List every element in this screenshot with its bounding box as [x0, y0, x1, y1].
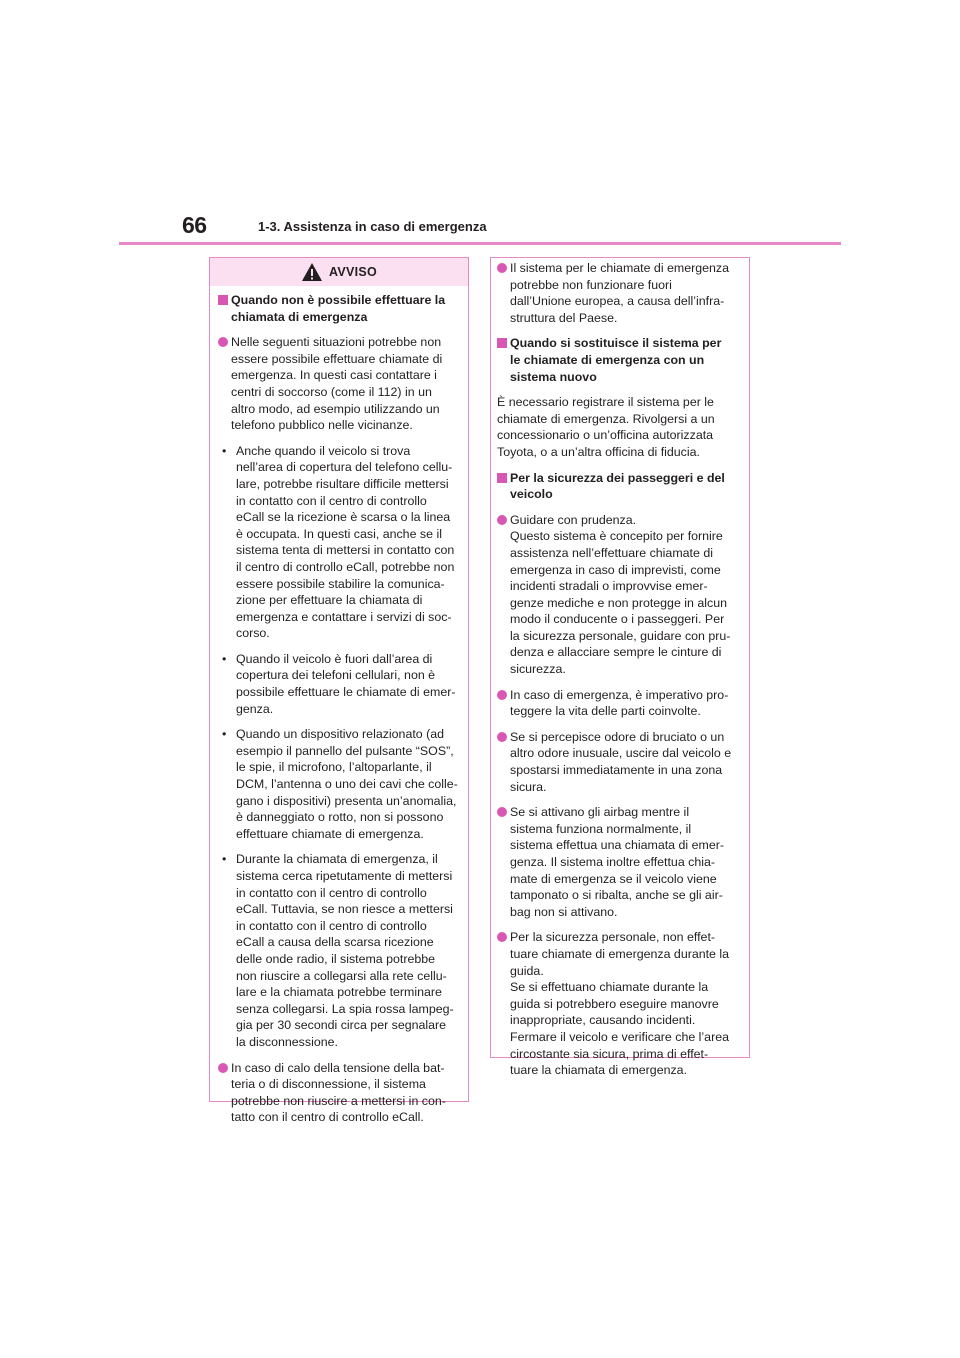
text-line: potrebbe non riuscire a mettersi in con- — [231, 1093, 446, 1108]
square-bullet-icon — [497, 473, 507, 483]
text-line: emergenza. In questi casi contattare i — [231, 368, 437, 383]
text-line: zione per effettuare la chiamata di — [236, 593, 423, 608]
text-line: sistema nuovo — [510, 369, 597, 384]
warning-box-continued — [490, 257, 750, 1078]
item-text — [510, 804, 739, 920]
bullet-item — [218, 726, 458, 842]
circle-item — [497, 260, 739, 326]
heading-replace-system — [497, 335, 739, 385]
item-text — [236, 851, 458, 1050]
text-line: gano i dispositivi) presenta un’anomalia, — [236, 793, 457, 808]
text-line: altro odore inusuale, uscire dal veicolo e — [510, 746, 732, 761]
item-text — [510, 512, 739, 678]
bullet-item — [218, 443, 458, 642]
text-line: Per la sicurezza dei passeggeri e del — [510, 470, 725, 485]
item-text — [510, 687, 739, 720]
text-line: lare, potrebbe risultare difficile mettersi — [236, 476, 449, 491]
bullet-dot-icon: • — [222, 727, 227, 742]
item-text — [510, 729, 739, 795]
text-line: le spie, il microfono, l’altoparlante, il — [236, 760, 432, 775]
text-line: Il sistema per le chiamate di emergenza — [510, 261, 730, 275]
text-line: potrebbe non funzionare fuori — [510, 277, 672, 292]
text-line: Toyota, o a un’altra officina di fiducia. — [497, 444, 700, 459]
warning-triangle-icon — [301, 262, 323, 282]
circle-bullet-icon — [497, 690, 507, 700]
circle-item — [497, 687, 739, 720]
circle-bullet-icon — [497, 732, 507, 742]
text-line: centri di soccorso (come il 112) in un — [231, 384, 432, 399]
warning-title: AVVISO — [328, 264, 378, 279]
warning-body — [491, 258, 749, 1079]
text-line: tuare chiamate di emergenza durante la — [510, 946, 730, 961]
text-line: Quando il veicolo è fuori dall’area di — [236, 651, 433, 666]
text-line: le chiamate di emergenza con un — [510, 352, 705, 367]
text-line: struttura del Paese. — [510, 310, 618, 325]
text-line: mate di emergenza se il veicolo viene — [510, 871, 717, 886]
heading-text — [510, 470, 739, 503]
text-line: gia per 30 secondi circa per segnalare — [236, 1018, 447, 1033]
text-line: Per la sicurezza personale, non effet- — [510, 930, 716, 945]
text-line: Quando si sostituisce il sistema per — [510, 336, 722, 351]
text-line: In caso di calo della tensione della bat- — [231, 1060, 445, 1075]
section-title: 1-3. Assistenza in caso di emergenza — [258, 219, 487, 234]
text-line: Se si attivano gli airbag mentre il — [510, 805, 690, 820]
text-line: denza e allacciare sempre le cinture di — [510, 645, 722, 660]
text-line: essere possibile stabilire la comunica- — [236, 576, 445, 591]
text-line: chiamate di emergenza. Rivolgersi a un — [497, 411, 715, 426]
page-number: 66 — [182, 212, 207, 238]
text-line: esempio il pannello del pulsante “SOS”, — [236, 743, 454, 758]
text-line: chiamata di emergenza — [231, 309, 368, 324]
text-line: DCM, l’antenna o uno dei cavi che colle- — [236, 777, 458, 792]
text-line: sistema cerca ripetutamente di mettersi — [236, 869, 453, 883]
circle-item — [497, 804, 739, 920]
text-line: guida si potrebbero eseguire manovre — [510, 996, 719, 1011]
square-bullet-icon — [218, 295, 228, 305]
text-line: tuare la chiamata di emergenza. — [510, 1063, 688, 1078]
text-line: Quando un dispositivo relazionato (ad — [236, 727, 445, 742]
item-text — [236, 651, 458, 717]
text-line: la disconnessione. — [236, 1034, 338, 1049]
text-line: telefono pubblico nelle vicinanze. — [231, 418, 413, 433]
text-line: dall’Unione europea, a causa dell’infra- — [510, 294, 725, 309]
circle-item — [218, 1060, 458, 1126]
text-line: è danneggiato o rotto, non si possono — [236, 810, 444, 825]
circle-bullet-icon — [497, 807, 507, 817]
text-line: effettuare chiamate di emergenza. — [236, 826, 424, 841]
text-line: teria o di disconnessione, il sistema — [231, 1077, 426, 1092]
text-line: Se si effettuano chiamate durante la — [510, 980, 709, 995]
text-line: Quando non è possibile effettuare la — [231, 293, 446, 307]
text-line: sicura. — [510, 779, 547, 794]
text-line: in contatto con il centro di controllo — [236, 493, 427, 508]
circle-item — [497, 729, 739, 795]
text-line: veicolo — [510, 487, 553, 502]
circle-bullet-icon — [497, 263, 507, 273]
text-line: teggere la vita delle parti coinvolte. — [510, 704, 701, 719]
text-line: eCall. Tuttavia, se non riesce a mettersi — [236, 902, 453, 917]
text-line: altro modo, ad esempio utilizzando un — [231, 401, 440, 416]
text-line: genza. — [236, 701, 274, 716]
text-line: Guidare con prudenza. — [510, 512, 637, 527]
text-line: non riuscire a collegarsi alla rete cellu- — [236, 968, 447, 983]
item-text — [236, 726, 458, 842]
text-line: circostante sia sicura, prima di effet- — [510, 1046, 709, 1061]
text-line: la sicurezza personale, guidare con pru- — [510, 628, 731, 643]
item-text — [510, 260, 739, 326]
text-line: delle onde radio, il sistema potrebbe — [236, 951, 436, 966]
circle-bullet-icon — [218, 337, 228, 347]
text-line: sicurezza. — [510, 662, 566, 677]
bullet-dot-icon: • — [222, 651, 227, 666]
text-line: inappropriate, causando incidenti. — [510, 1013, 696, 1028]
text-line: essere possibile effettuare chiamate di — [231, 351, 443, 366]
square-bullet-icon — [497, 338, 507, 348]
heading-text — [510, 335, 739, 385]
text-line: è occupata. In questi casi, anche se il — [236, 526, 442, 541]
paragraph — [497, 394, 739, 460]
bullet-dot-icon: • — [222, 852, 227, 867]
circle-item — [218, 334, 458, 434]
text-line: nell’area di copertura del telefono cellu- — [236, 460, 453, 475]
text-line: È necessario registrare il sistema per le — [497, 395, 714, 410]
text-line: assistenza nell’effettuare chiamate di — [510, 545, 713, 560]
text-line: sistema effettua una chiamata di emer- — [510, 838, 724, 853]
text-line: Nelle seguenti situazioni potrebbe non — [231, 335, 442, 350]
warning-body — [210, 286, 468, 1126]
heading-no-emergency-call — [218, 292, 458, 325]
bullet-item — [218, 851, 458, 1050]
text-line: Questo sistema è concepito per fornire — [510, 529, 723, 544]
circle-bullet-icon — [218, 1063, 228, 1073]
text-line: in contatto con il centro di controllo — [236, 885, 427, 900]
circle-bullet-icon — [497, 932, 507, 942]
item-text — [510, 929, 739, 1078]
circle-item — [497, 929, 739, 1078]
text-line: genze mediche e non protegge in alcun — [510, 595, 727, 610]
text-line: senza collegarsi. La spia rossa lampeg- — [236, 1001, 454, 1016]
text-line: eCall a causa della scarsa ricezione — [236, 935, 434, 950]
circle-bullet-icon — [497, 515, 507, 525]
bullet-dot-icon: • — [222, 443, 227, 458]
text-line: In caso di emergenza, è imperativo pro- — [510, 687, 729, 702]
text-line: modo il conducente o i passeggeri. Per — [510, 612, 725, 627]
text-line: tamponato o si ribalta, anche se gli air- — [510, 888, 723, 903]
text-line: il centro di controllo eCall, potrebbe non — [236, 559, 455, 574]
text-line: sistema funziona normalmente, il — [510, 821, 692, 836]
text-line: lare e la chiamata potrebbe terminare — [236, 985, 442, 1000]
text-line: spostarsi immediatamente in una zona — [510, 763, 723, 778]
circle-item — [497, 512, 739, 678]
heading-passenger-safety — [497, 470, 739, 503]
bullet-item — [218, 651, 458, 717]
text-line: sistema tenta di mettersi in contatto con — [236, 543, 455, 558]
text-line: incidenti stradali o improvvise emer- — [510, 579, 708, 594]
text-line: corso. — [236, 626, 270, 641]
text-line: concessionario o un’officina autorizzata — [497, 428, 714, 443]
text-line: bag non si attivano. — [510, 904, 618, 919]
text-line: tatto con il centro di controllo eCall. — [231, 1110, 424, 1125]
text-line: Durante la chiamata di emergenza, il — [236, 852, 438, 867]
text-line: guida. — [510, 963, 544, 978]
paragraph-text — [497, 394, 739, 460]
text-line: Anche quando il veicolo si trova — [236, 443, 411, 458]
text-line: copertura dei telefoni cellulari, non è — [236, 668, 436, 683]
item-text — [236, 443, 458, 642]
header-rule — [119, 242, 841, 245]
text-line: eCall se la ricezione è scarsa o la linea — [236, 510, 451, 525]
item-text — [231, 334, 458, 434]
warning-box — [209, 257, 469, 1125]
text-line: in contatto con il centro di controllo — [236, 918, 427, 933]
text-line: Fermare il veicolo e verificare che l’area — [510, 1029, 729, 1044]
text-line: possibile effettuare le chiamate di emer- — [236, 685, 456, 700]
text-line: emergenza in caso di imprevisti, come — [510, 562, 721, 577]
heading-text — [231, 292, 458, 325]
text-line: genza. Il sistema inoltre effettua chia- — [510, 855, 716, 869]
text-line: Se si percepisce odore di bruciato o un — [510, 729, 725, 744]
item-text — [231, 1060, 458, 1126]
warning-header — [210, 258, 468, 286]
text-line: emergenza e contattare i servizi di soc- — [236, 609, 452, 624]
